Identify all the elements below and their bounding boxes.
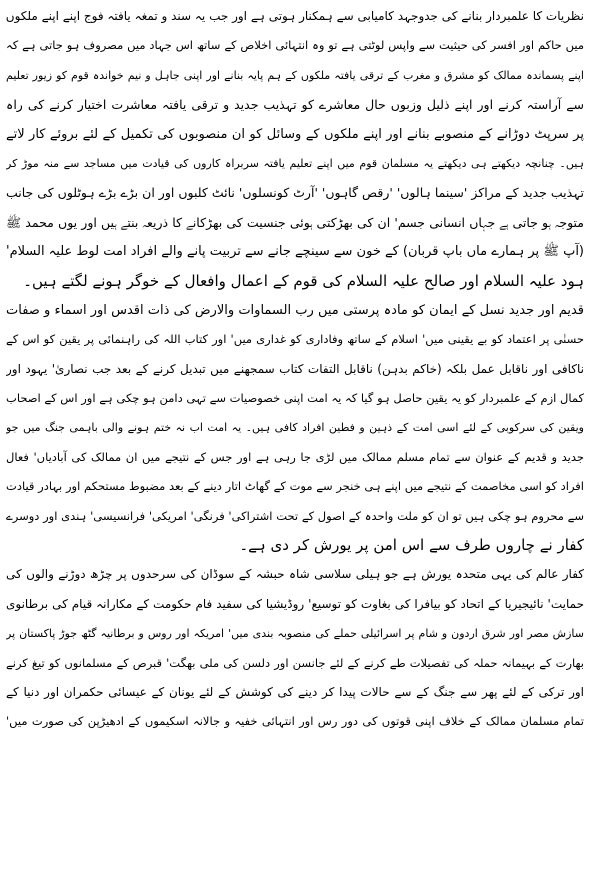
text-line: اور ترکی کے لئے پھر سے جنگ کے سے حالات پیدا کر دینے کی کوشش کے لئے یونان کے عیسائی حکمران اور دنیا کے	[6, 684, 584, 699]
text-line: سے آراستہ کرنے اور اپنے ذلیل وزبوں حال معاشرے کو تہذیب جدید و ترقی یافتہ معاشرت اختیار کرنے کی راہ	[6, 97, 584, 113]
text-line: جدید و قدیم کے عنوان سے تمام مسلم ممالک میں لڑی جا رہی ہے اور جس کے نتیجے میں ان ممالک کی آبادیاں' فعال	[6, 449, 584, 464]
text-line: نظریات کا علمبردار بنانے کی جدوجہد کامیابی سے ہمکنار ہوتی ہے اور جب یہ سند و تمغہ یافتہ فوج اپنے اپنے ملکوں	[6, 9, 584, 23]
text-line: ویقین کی سرکوبی کے لئے اسی امت کے ذہین و فطین افراد کافی ہیں۔ یہ امت اب نہ ختم ہونے والی باہمی جنگ میں جو	[6, 421, 584, 435]
text-line: (آپ ﷺ پر ہمارے ماں باپ قربان) کے خون سے سینچے جانے سے تربیت پانے والے افراد امت لوط علیہ السلام'	[6, 244, 584, 260]
paragraph-1	[6, 2, 584, 296]
text-line: افراد کو اسی مخاصمت کے نتیجے میں اپنے ہی خنجر سے موت کے گھاٹ اتار دینے کے بعد مضبوط مستحکم اور بہادر قیادت	[6, 479, 584, 494]
paragraph-3	[6, 560, 584, 736]
text-line: بھارت کے بہیمانہ حملہ کی تفصیلات طے کرنے کے لئے جانسن اور دلسن کی ملی بھگت' قبرص کے مسلمانوں کو تیغ کرنے	[6, 655, 584, 670]
text-line: حمایت' نائیجیریا کے اتحاد کو بیافرا کی بغاوت کو توسیع' روڈیشیا کی سفید فام حکومت کے مکارانہ قیام کی برطانوی	[6, 596, 584, 611]
text-line: کفار نے چاروں طرف سے اس امن پر یورش کر دی ہے۔	[239, 536, 584, 555]
text-line: پر سرپٹ دوڑانے کے منصوبے بنانے اور اپنے ملکوں کے وسائل کو ان منصوبوں کی تکمیل کے لئے بروئے کار لاتے	[6, 126, 584, 142]
text-line: ہود علیہ السلام اور صالح علیہ السلام کی قوم کے اعمال وافعال کے خوگر ہونے لگتے ہیں۔	[23, 271, 584, 290]
text-line: تمام مسلمان ممالک کے خلاف اپنی قوتوں کی دور رس اور انتہائی خفیہ و جالانہ اسکیموں کے ادھیڑپن کی صورت میں'	[6, 714, 584, 729]
text-line: کفار عالم کی یہی متحدہ یورش ہے جو ہیلی سلاسی شاہ حبشہ کے سوڈان کی سرحدوں پر چڑھ دوڑنے والوں کی	[6, 567, 584, 582]
text-line: سازش مصر اور شرق اردون و شام پر اسرائیلی حملے کی منصوبہ بندی میں' امریکہ اور روس و برطانیہ گٹھ جوڑ پاکستان پر	[6, 627, 584, 641]
text-line: میں حاکم اور افسر کی حیثیت سے واپس لوٹتی ہے تو وہ انتہائی اخلاص کے ساتھ اس جہاد میں مصروف ہو جاتی ہے کہ	[6, 38, 584, 53]
text-line: اپنے پسماندہ ممالک کو مشرق و مغرب کے ترقی یافتہ ملکوں کے ہم پایہ بنانے اور اپنی جاہل و نیم خواندہ قوم کو زیور تعلیم	[6, 68, 584, 82]
text-line: کمال ازم کے علمبردار کو یہ یقین حاصل ہو گیا کہ یہ امت اپنی خصوصیات سے تہی دامن ہو چکی ہے اور اس کے اصحاب	[6, 391, 584, 406]
text-line: تہذیب جدید کے مراکز 'سینما ہالوں' 'رقص گاہوں' 'آرٹ کونسلوں' نائٹ کلبوں اور ان بڑے بڑے ہوٹلوں کی جانب	[6, 185, 584, 201]
text-line: متوجہ ہو جاتی ہے جہاں انسانی جسم' ان کی بھڑکتی ہوئی جنسیت کی بھڑکانے کا ذریعہ بنتے ہیں اور یوں محمد ﷺ	[6, 214, 584, 230]
text-line: سے محروم ہو چکی ہیں تو ان کو ملت واحدہ کے اصول کے تحت اشتراکی' فرنگی' امریکی' فرانسیسی' ہندی اور دوسرے	[6, 508, 584, 523]
text-line: حسنٰی پر اعتماد کو بے یقینی میں' اسلام کے ساتھ وفاداری کو غداری میں' اور کتاب اللہ کی راہنمائی پر یقین کو اس کے	[6, 332, 584, 347]
text-line: قدیم اور جدید نسل کے ایمان کو مادہ پرستی میں رب السماوات والارض کی ذات اقدس اور اسماء و صفات	[6, 302, 584, 318]
paragraph-2	[6, 296, 584, 561]
text-line: ناکافی اور ناقابل عمل بلکہ (خاکم بدہن) ناقابل التفات کتاب سمجھنے میں تبدیل کرنے کے بعد جب نصاریٰ' یہود اور	[6, 361, 584, 376]
text-line: ہیں۔ چنانچہ دیکھتے ہی دیکھتے یہ مسلمان قوم میں اپنے تعلیم یافتہ سربراہ کاروں کی قیادت میں مساجد سے منہ موڑ کر	[6, 156, 584, 170]
